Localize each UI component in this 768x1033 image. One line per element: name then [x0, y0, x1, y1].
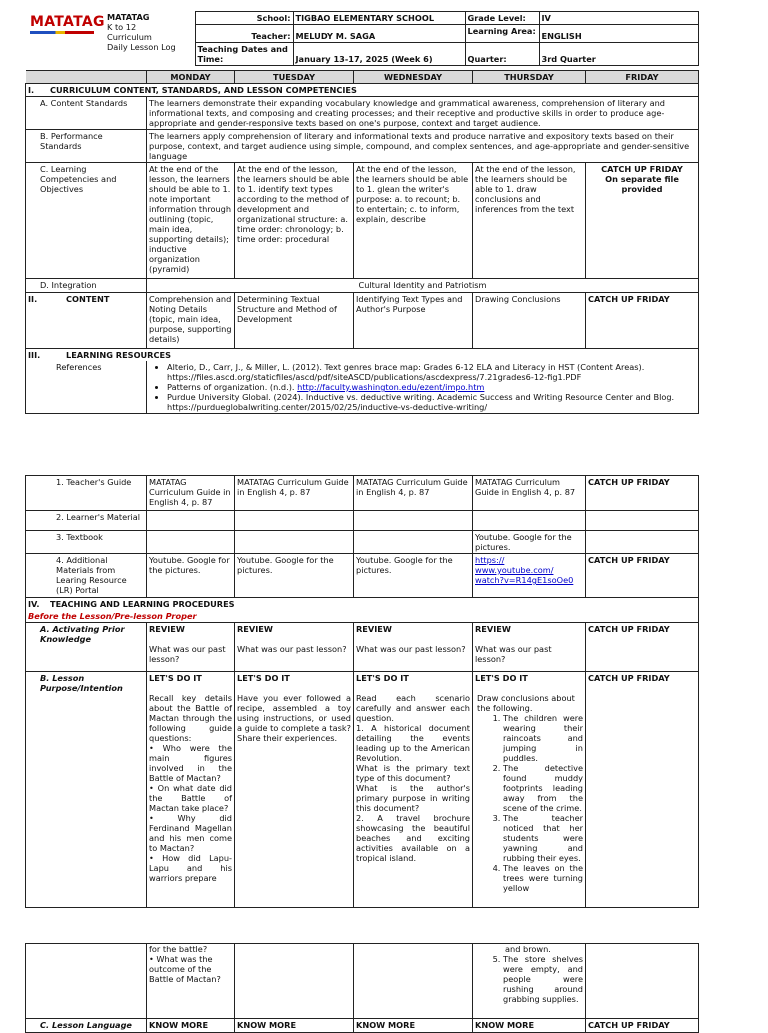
dll-table-page3	[25, 943, 699, 1033]
content-standards-row	[26, 97, 699, 130]
content-monday: Comprehension and Noting Details (topic, main idea, purpose, supporting details)	[147, 293, 235, 349]
school-value: TIGBAO ELEMENTARY SCHOOL	[293, 12, 465, 25]
content-standards-text: The learners demonstrate their expanding vocabulary knowledge and grammatical awareness, comprehension of literary and informational texts, and composing and creating processes; and their receptive and productive skills in order to produce age-appropriate and gender-responsive texts based on one's purpose, context and target audience.	[147, 97, 699, 130]
grade-label: Grade Level:	[465, 12, 539, 25]
tg-wednesday: MATATAG Curriculum Guide in English 4, p. 87	[354, 476, 473, 511]
lp-thursday-cont: and brown. 5. The store shelves were empty, and people were rushing around grabbing supplies.	[473, 944, 586, 1019]
dates-label: Teaching Dates and Time:	[195, 43, 293, 66]
learners-material-row	[26, 511, 699, 531]
ll-thursday: KNOW MORE	[473, 1019, 586, 1033]
lesson-purpose-continued-row	[26, 944, 699, 1019]
additional-materials-row	[26, 554, 699, 598]
logo-text: MATATAG	[30, 14, 105, 30]
matatag-logo	[30, 14, 105, 40]
activating-prior-label: A. Activating Prior Knowledge	[26, 623, 147, 672]
lesson-language-row	[26, 1019, 699, 1033]
content-wednesday: Identifying Text Types and Author's Purpose	[354, 293, 473, 349]
logo-underline	[30, 31, 94, 34]
lesson-language-label: C. Lesson Language	[26, 1019, 147, 1033]
lp-friday: CATCH UP FRIDAY	[586, 672, 699, 908]
performance-standards-text: The learners apply comprehension of literary and informational texts and produce narrative and expository texts based on their purpose, context, and target audience using simple, compound, and complex sentences, and age-appropriate and gender-sensitive language	[147, 130, 699, 163]
learners-material-label: 2. Learner's Material	[26, 511, 147, 531]
references-row	[26, 361, 699, 414]
lesson-purpose-label: B. Lesson Purpose/Intention	[26, 672, 147, 908]
section3-heading: III. LEARNING RESOURCES	[26, 349, 699, 362]
apk-monday: REVIEW What was our past lesson?	[147, 623, 235, 672]
reference-item: • Alterio, D., Carr, J., & Miller, L. (2012). Text genres brace map: Grades 6-12 ELA and Literacy in HST (Content Areas). https://files.ascd.org/staticfiles/ascd/pdf/siteASCD/publications/ascdexpress/7.21grades6-12-fig1.PDF	[167, 362, 696, 382]
teachers-guide-row	[26, 476, 699, 511]
quarter-label: Quarter:	[465, 43, 539, 66]
learning-area-label: Learning Area:	[465, 25, 539, 43]
competencies-thursday: At the end of the lesson, the learners should be able to 1. draw conclusions and inferences from the text	[473, 163, 586, 279]
conclusion-item: 2. The detective found muddy footprints leading away from the scene of the crime.	[503, 763, 583, 813]
day-monday: MONDAY	[147, 71, 235, 84]
apk-tuesday: REVIEW What was our past lesson?	[235, 623, 354, 672]
integration-label: D. Integration	[26, 279, 147, 293]
day-friday: FRIDAY	[586, 71, 699, 84]
lp-thursday: LET'S DO IT Draw conclusions about the following. 1. The children were wearing their raincoats and jumping in puddles. 2. The detective found muddy footprints leading away from the scene of the crime. 3. The teacher noticed that her students were yawning and rubbing their eyes. 4. The leaves on the trees were turning yellow	[473, 672, 586, 908]
am-monday: Youtube. Google for the pictures.	[147, 554, 235, 598]
day-wednesday: WEDNESDAY	[354, 71, 473, 84]
conclusion-item: 5. The store shelves were empty, and people were rushing around grabbing supplies.	[503, 954, 583, 1004]
program-title: MATATAG K to 12 Curriculum Daily Lesson Log	[107, 11, 176, 52]
teachers-guide-label: 1. Teacher's Guide	[26, 476, 147, 511]
ll-monday: KNOW MORE	[147, 1019, 235, 1033]
integration-row	[26, 279, 699, 293]
before-lesson-label: Before the Lesson/Pre-lesson Proper	[26, 610, 699, 623]
youtube-link[interactable]: https:// www.youtube.com/ watch?v=R14gE1soOe0	[475, 555, 574, 585]
lp-tuesday: LET'S DO IT Have you ever followed a recipe, assembled a toy using instructions, or used a guide to complete a task? Share their experiences.	[235, 672, 354, 908]
textbook-row	[26, 531, 699, 554]
ll-friday: CATCH UP FRIDAY	[586, 1019, 699, 1033]
lesson-purpose-row	[26, 672, 699, 908]
conclusion-item: 1. The children were wearing their raincoats and jumping in puddles.	[503, 713, 583, 763]
textbook-thursday: Youtube. Google for the pictures.	[473, 531, 586, 554]
grade-value: IV	[539, 12, 698, 25]
ll-tuesday: KNOW MORE	[235, 1019, 354, 1033]
performance-standards-row	[26, 130, 699, 163]
tg-thursday: MATATAG Curriculum Guide in English 4, p. 87	[473, 476, 586, 511]
competencies-label: C. Learning Competencies and Objectives	[26, 163, 147, 279]
competencies-friday: CATCH UP FRIDAY On separate file provided	[586, 163, 699, 279]
teacher-label: Teacher:	[195, 25, 293, 43]
am-wednesday: Youtube. Google for the pictures.	[354, 554, 473, 598]
dll-table-page2	[25, 475, 699, 908]
day-thursday: THURSDAY	[473, 71, 586, 84]
tg-tuesday: MATATAG Curriculum Guide in English 4, p. 87	[235, 476, 354, 511]
ll-wednesday: KNOW MORE	[354, 1019, 473, 1033]
references-label: References	[26, 361, 147, 414]
integration-text: Cultural Identity and Patriotism	[147, 279, 699, 293]
dates-value: January 13-17, 2025 (Week 6)	[293, 43, 465, 66]
lp-monday-cont: for the battle? • What was the outcome of the Battle of Mactan?	[147, 944, 235, 1019]
lp-monday: LET'S DO IT Recall key details about the Battle of Mactan through the following guide questions: • Who were the main figures involved in the Battle of Mactan? • On what date did the Battle of Mactan take place? • Why did Ferdinand Magellan and his men come to Mactan? • How did Lapu-Lapu and his warriors prepare	[147, 672, 235, 908]
reference-link[interactable]: http://faculty.washington.edu/ezent/impo.htm	[297, 382, 485, 392]
section4-heading: IV. TEACHING AND LEARNING PROCEDURES	[26, 598, 699, 611]
apk-thursday: REVIEW What was our past lesson?	[473, 623, 586, 672]
content-friday: CATCH UP FRIDAY	[586, 293, 699, 349]
school-label: School:	[195, 12, 293, 25]
apk-friday: CATCH UP FRIDAY	[586, 623, 699, 672]
teacher-value: MELUDY M. SAGA	[293, 25, 465, 43]
tg-monday: MATATAG Curriculum Guide in English 4, p. 87	[147, 476, 235, 511]
reference-item: • Purdue University Global. (2024). Inductive vs. deductive writing. Academic Success and Writing Resource Center and Blog. https://purdueglobalwriting.center/2015/02/25/inductive-vs-deductive-writing/	[167, 392, 696, 412]
day-tuesday: TUESDAY	[235, 71, 354, 84]
quarter-value: 3rd Quarter	[539, 43, 698, 66]
competencies-monday: At the end of the lesson, the learners should be able to 1. note important information through outlining (topic, main idea, supporting details); inductive organization (pyramid)	[147, 163, 235, 279]
activating-prior-row	[26, 623, 699, 672]
section1-heading: I. CURRICULUM CONTENT, STANDARDS, AND LESSON COMPETENCIES	[26, 84, 699, 97]
am-friday: CATCH UP FRIDAY	[586, 554, 699, 598]
content-label: CONTENT	[66, 294, 110, 304]
content-standards-label: A. Content Standards	[26, 97, 147, 130]
day-header-row	[26, 71, 699, 84]
dll-table-page1	[25, 70, 699, 414]
additional-materials-label: 4. Additional Materials from Learing Resource (LR) Portal	[26, 554, 147, 598]
conclusion-item: 3. The teacher noticed that her students were yawning and rubbing their eyes.	[503, 813, 583, 863]
content-thursday: Drawing Conclusions	[473, 293, 586, 349]
reference-item: • Patterns of organization. (n.d.). http://faculty.washington.edu/ezent/impo.htm	[167, 382, 696, 392]
tg-friday: CATCH UP FRIDAY	[586, 476, 699, 511]
performance-standards-label: B. Performance Standards	[26, 130, 147, 163]
textbook-label: 3. Textbook	[26, 531, 147, 554]
apk-wednesday: REVIEW What was our past lesson?	[354, 623, 473, 672]
competencies-tuesday: At the end of the lesson, the learners should be able to 1. identify text types according to the method of development and organizational structure: a. time order: chronology; b. time order: procedural	[235, 163, 354, 279]
am-thursday	[473, 554, 586, 598]
lp-wednesday: LET'S DO IT Read each scenario carefully and answer each question. 1. A historical document detailing the events leading up to the American Revolution. What is the primary text type of this document? What is the author's primary purpose in writing this document? 2. A travel brochure showcasing the beautiful beaches and exciting activities available on a tropical island.	[354, 672, 473, 908]
before-lesson-row	[26, 610, 699, 623]
conclusion-item: 4. The leaves on the trees were turning yellow	[503, 863, 583, 893]
competencies-wednesday: At the end of the lesson, the learners should be able to 1. glean the writer's purpose: a. to recount; b. to entertain; c. to inform, explain, describe	[354, 163, 473, 279]
am-tuesday: Youtube. Google for the pictures.	[235, 554, 354, 598]
header-table	[105, 11, 699, 66]
content-row: II. CONTENT Comprehension and Noting Details (topic, main idea, purpose, supporting details) Determining Textual Structure and Method of Development Identifying Text Types and Author's Purpose Drawing Conclusions CATCH UP FRIDAY	[26, 293, 699, 349]
content-tuesday: Determining Textual Structure and Method of Development	[235, 293, 354, 349]
learning-area-value: ENGLISH	[539, 25, 698, 43]
competencies-row	[26, 163, 699, 279]
